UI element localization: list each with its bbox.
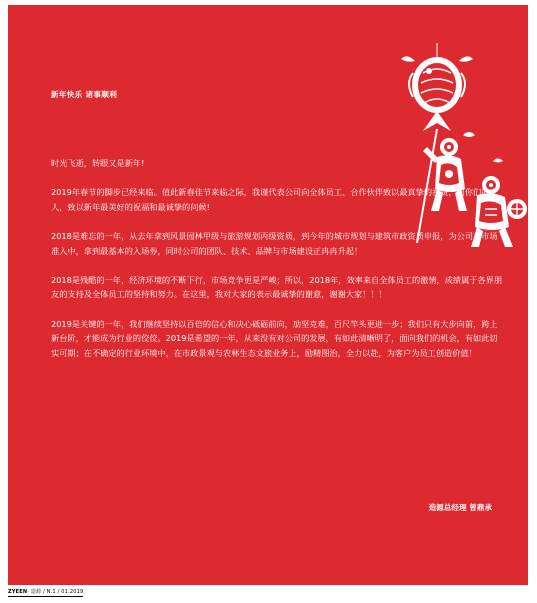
letter-opening: 时光飞逝，转眼又是新年! (51, 158, 145, 168)
footer-issue-line (8, 588, 83, 597)
letter-body (51, 156, 503, 375)
red-greeting-panel (8, 5, 528, 585)
letter-paragraph-2: 2018是难忘的一年，从去年拿到风景园林甲级与旅游规划丙级资质，到今年的城市规划与建筑市政资质申报，为公司在市场准入中，拿到最基本的入场券，同时公司的团队、技术、品牌与市场建设正冉冉升起！ (51, 230, 498, 256)
footer-issue: · 造源 / N.1 / 01.2019 (27, 589, 84, 595)
letter-paragraph-3: 2018是残酷的一年，经济环境的不断下行，市场竞争更是严峻；所以，2018年，效率来自全体员工的激情，成绩属于各界朋友的支持及全体员工的坚持和努力。在这里，我对大家的表示最诚挚的谢意，谢谢大家！！！ (51, 274, 503, 300)
letter-paragraph-4: 2019是关键的一年，我们继续坚持以百倍的信心和决心砥砺前向，劢坚克难，百尺竿头更进一步；我们只有大步向前，跨上新台阶，才能成为行业的佼佼。2019是希望的一年，从来没有对公司的发展，有如此清晰明了，面向我们的机会，有如此切实可期；在不确定的行业环境中，在市政景观与农林生态文旅业务上，励精图治，全力以赴，为客户为员工创造价值！ (51, 318, 498, 358)
letter-paragraph-1: 2019年春节的脚步已经来临。值此新春佳节来临之际，我谨代表公司向全体员工、合作伙伴致以最真挚的祝贺，向你们的家人，致以新年最美好的祝福和最诚挚的问候! (51, 187, 498, 212)
greeting-heading: 新年快乐 诸事顺利 (51, 90, 118, 99)
footer-brand: ZYEEN (8, 589, 28, 595)
signature: 造源总经理 曾鼎承 (428, 503, 492, 512)
